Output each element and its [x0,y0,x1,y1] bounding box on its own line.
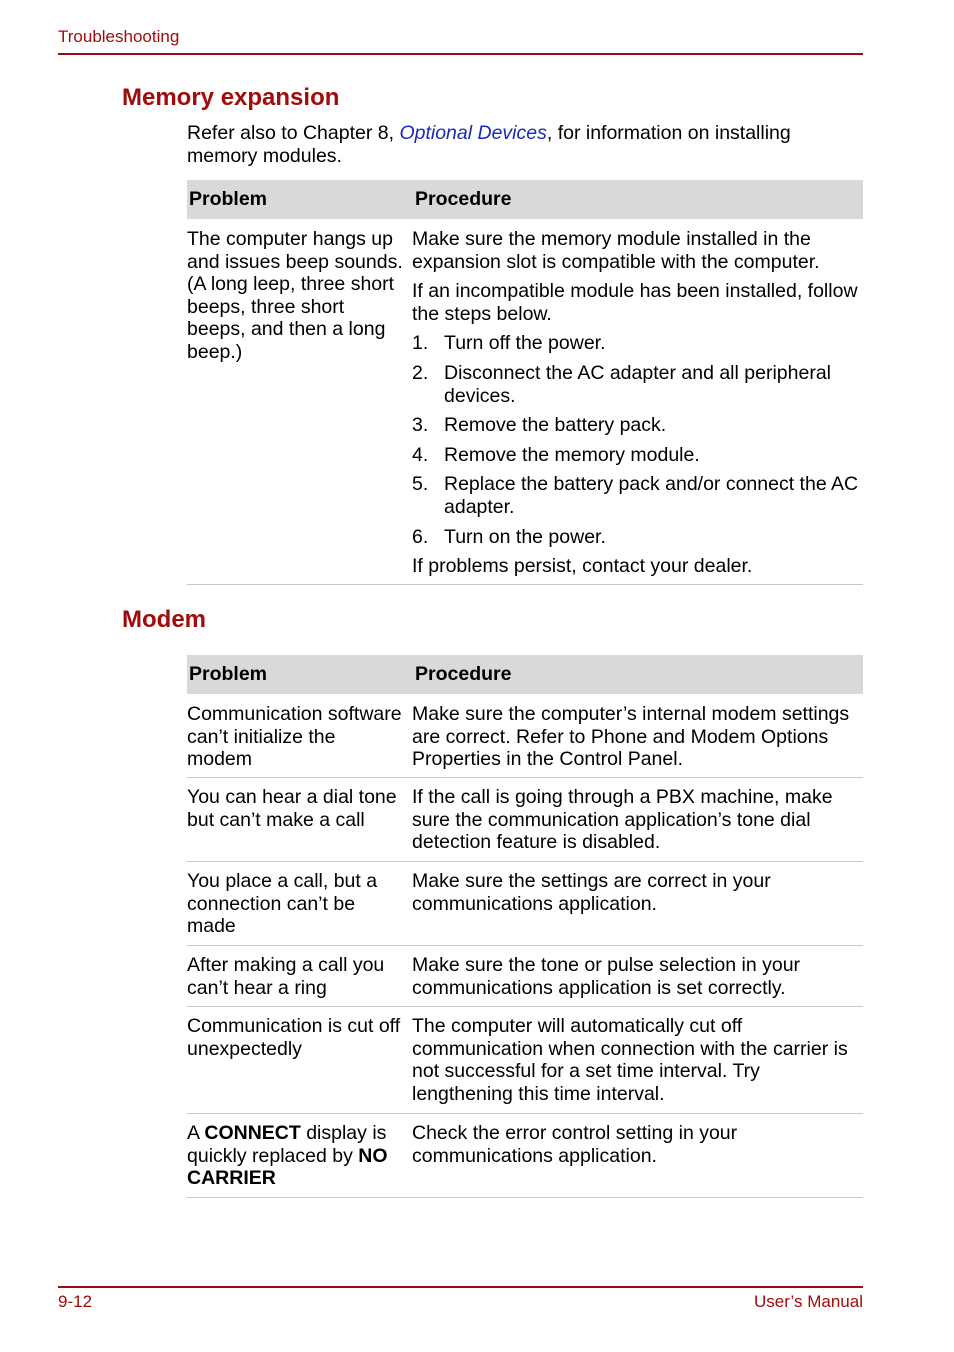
step-number: 4. [412,443,429,466]
problem-cell: Communication is cut off unexpectedly [187,1015,401,1060]
procedure-cell: Make sure the computer’s internal modem settings are correct. Refer to Phone and Modem Options Properties in the Control Panel. [412,703,850,771]
manual-title: User’s Manual [754,1292,863,1311]
problem-cell: You can hear a dial tone but can’t make a call [187,786,397,831]
modem-heading: Modem [122,606,206,633]
procedure-cell: Make sure the tone or pulse selection in your communications application is set correctly. [412,954,801,999]
memory-table [187,180,863,585]
problem-cell: After making a call you can’t hear a ring [187,954,385,999]
table-row [187,778,863,862]
step-text: Disconnect the AC adapter and all peripheral devices. [444,361,831,407]
step-number: 6. [412,525,429,548]
page-number: 9-12 [58,1292,93,1311]
list-item [412,444,863,467]
connect-keyword: CONNECT [204,1122,301,1144]
table-row [187,694,863,778]
list-item [412,414,863,437]
procedure-para: If an incompatible module has been installed, follow the steps below. [412,280,858,325]
memory-expansion-heading: Memory expansion [122,84,340,111]
steps-list [412,332,863,548]
optional-devices-link[interactable]: Optional Devices [399,122,547,144]
col-procedure-header: Procedure [415,188,512,211]
table-row [187,219,863,585]
table-row [187,1007,863,1114]
step-text: Remove the battery pack. [444,414,667,437]
problem-cell: Communication software can’t initialize the modem [187,703,402,771]
procedure-para: Make sure the memory module installed in the expansion slot is compatible with the computer. [412,228,820,273]
problem-cell: The computer hangs up and issues beep sounds. (A long leep, three short beeps, three short beeps, and then a long beep.) [187,228,403,363]
memory-intro [187,122,847,168]
intro-text-post: , for information on installing memory modules. [187,122,791,167]
intro-text-pre: Refer also to Chapter 8, [187,122,400,144]
procedure-cell [412,228,863,578]
modem-table-header [187,655,863,694]
col-problem-header: Problem [189,663,268,686]
table-row [187,1114,863,1198]
problem-text: A [187,1122,205,1144]
step-text: Turn off the power. [444,332,606,355]
col-problem-header: Problem [189,188,268,211]
list-item [412,473,863,518]
step-text: Replace the battery pack and/or connect the AC adapter. [444,473,859,518]
header-rule [58,53,863,55]
table-row [187,862,863,946]
header-section-title: Troubleshooting [58,27,180,46]
step-number: 3. [412,414,429,437]
procedure-cell: The computer will automatically cut off communication when connection with the carrier is not successful for a set time interval. Try lengthening this time interval. [412,1015,848,1105]
problem-cell [187,1122,412,1197]
problem-text: display is quickly replaced by [187,1122,387,1167]
list-item [412,362,863,407]
procedure-cell: Make sure the settings are correct in your communications application. [412,870,771,915]
col-procedure-header: Procedure [415,663,512,686]
list-item [412,332,863,355]
problem-cell: You place a call, but a connection can’t be made [187,870,378,938]
table-row [187,946,863,1007]
list-item [412,526,863,549]
step-number: 5. [412,473,429,496]
step-text: Remove the memory module. [444,443,700,466]
memory-table-header [187,180,863,219]
procedure-closing: If problems persist, contact your dealer. [412,555,753,578]
step-number: 2. [412,361,429,384]
procedure-cell: If the call is going through a PBX machine, make sure the communication application’s tone dial detection feature is disabled. [412,786,833,854]
step-number: 1. [412,332,429,355]
no-carrier-keyword: NO CARRIER [187,1144,388,1190]
modem-table [187,655,863,1198]
procedure-cell: Check the error control setting in your communications application. [412,1122,738,1167]
step-text: Turn on the power. [444,525,606,548]
footer-rule [58,1286,863,1288]
